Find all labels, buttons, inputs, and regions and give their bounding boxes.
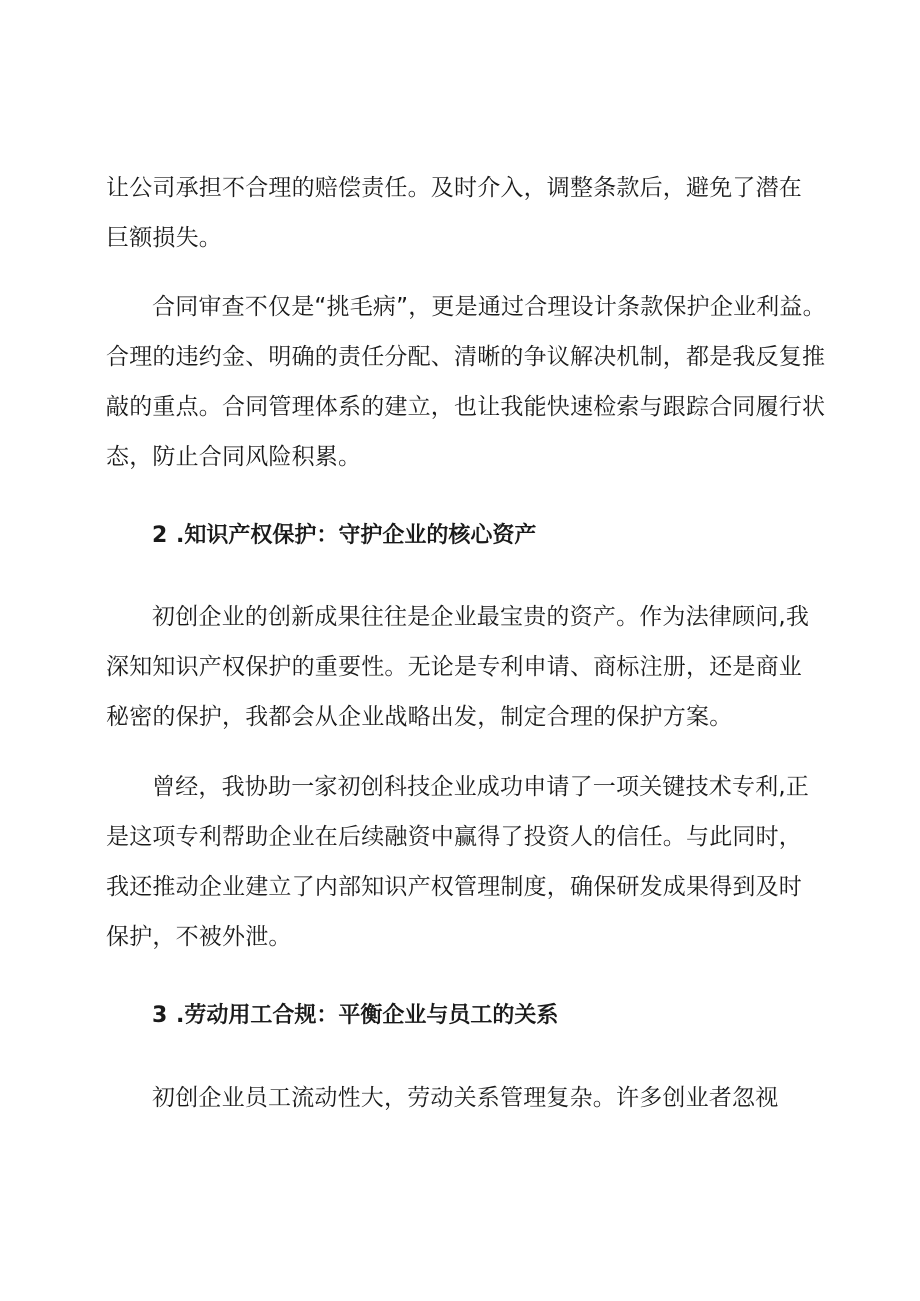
paragraph-line: 曾经，我协助一家初创科技企业成功申请了一项关键技术专利,正 <box>152 774 810 800</box>
paragraph-continued <box>106 163 822 263</box>
paragraph-line: 态，防止合同风险积累。 <box>106 444 362 470</box>
paragraph-line: 巨额损失。 <box>106 225 222 251</box>
paragraph-line: 是这项专利帮助企业在后续融资中赢得了投资人的信任。与此同时， <box>106 824 802 850</box>
paragraph-line: 初创企业员工流动性大，劳动关系管理复杂。许多创业者忽视 <box>152 1085 779 1111</box>
heading-number: 3 <box>152 1003 168 1028</box>
paragraph-line: 合同审查不仅是“挑毛病”，更是通过合理设计条款保护企业利益。 <box>152 294 826 320</box>
paragraph-line: 合理的违约金、明确的责任分配、清晰的争议解决机制，都是我反复推 <box>106 344 826 370</box>
paragraph-ip-case <box>106 762 822 962</box>
paragraph-line: 秘密的保护，我都会从企业战略出发，制定合理的保护方案。 <box>106 704 733 730</box>
paragraph-line: 初创企业的创新成果往往是企业最宝贵的资产。作为法律顾问,我 <box>152 604 810 630</box>
paragraph-contract-review <box>106 282 826 482</box>
paragraph-line: 深知知识产权保护的重要性。无论是专利申请、商标注册，还是商业 <box>106 654 802 680</box>
paragraph-labor-intro <box>106 1073 822 1123</box>
paragraph-line: 敲的重点。合同管理体系的建立，也让我能快速检索与跟踪合同履行状 <box>106 394 826 420</box>
paragraph-line: 让公司承担不合理的赔偿责任。及时介入，调整条款后，避免了潜在 <box>106 175 802 201</box>
section-heading-labor-compliance <box>152 996 558 1036</box>
paragraph-line: 保护，不被外泄。 <box>106 924 292 950</box>
paragraph-line: 我还推动企业建立了内部知识产权管理制度，确保研发成果得到及时 <box>106 874 802 900</box>
paragraph-ip-intro <box>106 592 822 742</box>
heading-text: .知识产权保护：守护企业的核心资产 <box>176 523 537 548</box>
heading-text: .劳动用工合规：平衡企业与员工的关系 <box>176 1003 559 1028</box>
section-heading-ip-protection <box>152 516 536 556</box>
heading-number: 2 <box>152 523 168 548</box>
